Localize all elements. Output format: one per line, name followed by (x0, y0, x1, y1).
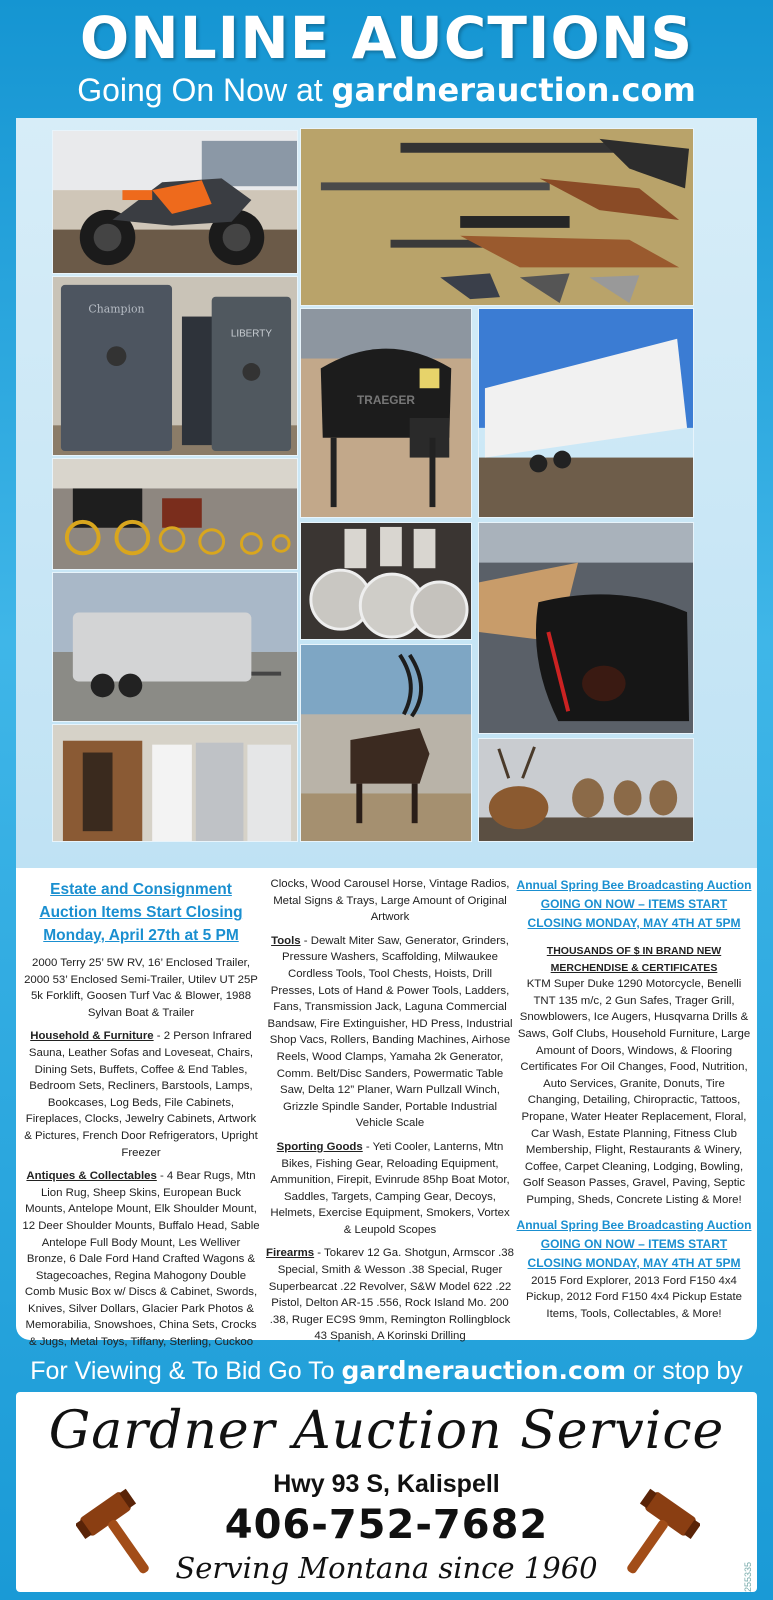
company-address: Hwy 93 S, Kalispell (273, 1470, 500, 1498)
estate-consignment-column (22, 868, 260, 1358)
photo-wagons (52, 458, 298, 570)
page-title: ONLINE AUCTIONS (79, 4, 694, 72)
grill-brand: TRAEGER (357, 393, 415, 408)
listing-panel (16, 868, 757, 1349)
header-subtitle (0, 70, 773, 110)
photo-sable-antelope-mount (300, 644, 472, 842)
company-footer (16, 1392, 757, 1592)
header (0, 0, 773, 118)
antiques-continued: Clocks, Wood Carousel Horse, Vintage Radios, Metal Signs & Trays, Large Amount of Original Artwork (270, 878, 510, 924)
company-tagline: Serving Montana since 1960 (175, 1551, 598, 1585)
safe2-brand: LIBERTY (230, 328, 272, 340)
spring-bee-column (516, 868, 752, 1329)
viewing-site-link[interactable]: gardnerauction.com (341, 1356, 627, 1385)
photo-semi-trailer (478, 308, 694, 518)
firearms-label: Firearms (266, 1247, 315, 1260)
subtitle-prefix: Going On Now at (77, 72, 332, 108)
spring-bee-items-list: KTM Super Duke 1290 Motorcycle, Benelli TNT 135 m/c, 2 Gun Safes, Trager Grill, Snowblowers, Ice Augers, Husqvarna Drills & Saws, Golf Clubs, Household Furniture, Large Amount of Doors, Windows, & Flooring Certificates For Oil Changes, Food, Nutrition, Auto Services, Granite, Donuts, Tire Changing, Detailing, Chiropractic, Tattoos, Propane, Water Heater Replacement, Floral, Car Wash, Estate Planning, Fitness Club Membership, Flight, Restaurants & Winery, Coffee, Carpet Cleaning, Lodging, Bowling, Golf Season Passes, Gravel, Paving, Septic Pumping, Sheds, Concrete Listing & More! (517, 978, 751, 1206)
photo-firearms (300, 128, 694, 306)
vehicles-estate-list: 2015 Ford Explorer, 2013 Ford F150 4x4 Pickup, 2012 Ford F150 4x4 Pickup Estate Items, Tools, Collectables, & More! (526, 1274, 742, 1320)
spring-bee-heading-2[interactable]: Annual Spring Bee Broadcasting Auction GOING ON NOW – ITEMS START CLOSING MONDAY, MAY 4TH AT 5PM (516, 1217, 752, 1270)
photo-sauna-refrigerators (52, 724, 298, 842)
photo-gun-safes (52, 276, 298, 456)
gavel-icon-right (610, 1488, 700, 1584)
tools-text: - Dewalt Miter Saw, Generator, Grinders, Pressure Washers, Scaffolding, Milwaukee Cordless Tools, Tool Chests, Hoists, Drill Presses, Lots of Hand & Power Tools, Ladders, Fans, Transmission Jack, Laguna Commercial Bandsaw, Fire Extinguisher, HD Press, Industrial Shop Vacs, Rollers, Banding Machines, Airhose Reels, Wood Clamps, Yamaha 2k Generator, Comm. Belt/Disc Sanders, Powermatic Table Saw, Delta 12” Planer, Warn Pullzall Winch, Grizzle Spindle Sander, Portable Industrial Vehicle Scale (267, 934, 513, 1130)
viewing-banner (0, 1352, 773, 1390)
photo-silver-dollars (300, 522, 472, 640)
firearms-text: - Tokarev 12 Ga. Shotgun, Armscor .38 Special, Smith & Wesson .38 Special, Ruger Superbearcat .22 Revolver, S&W Model 622 .22 Pistol, Delton AR-15 .556, Rock Island Mo. 200 .38, Ruger EC9S 9mm, Remington Rollingblock 43 Spanish, A Korinski Drilling (268, 1247, 514, 1343)
household-furniture-list (22, 1028, 260, 1161)
subtitle-site-link[interactable]: gardnerauction.com (331, 71, 696, 109)
household-label: Household & Furniture (30, 1030, 154, 1043)
company-phone[interactable]: 406-752-7682 (224, 1502, 549, 1548)
photo-enclosed-trailer (52, 572, 298, 722)
photo-bear-rugs (478, 522, 694, 734)
sporting-goods-list (266, 1139, 514, 1239)
estate-vehicles-list: 2000 Terry 25’ 5W RV, 16’ Enclosed Trailer, 2000 53’ Enclosed Semi-Trailer, Utilev UT 25P 5k Forklift, Goosen Turf Vac & Blower, 1988 Sylvan Boat & Trailer (24, 957, 258, 1019)
viewing-suffix: or stop by (626, 1357, 743, 1385)
safe1-brand: Champion (88, 302, 145, 316)
antiques-collectables-list (22, 1168, 260, 1351)
photo-deer-mounts (478, 738, 694, 842)
gavel-icon-left (76, 1488, 166, 1584)
photo-motorcycle (52, 130, 298, 274)
company-name: Gardner Auction Service (48, 1401, 725, 1461)
antiques-label: Antiques & Collectables (26, 1170, 157, 1183)
ad-number: 255335 (743, 1562, 753, 1593)
photo-collage (16, 118, 757, 868)
merchandise-certificates-label: THOUSANDS OF $ IN BRAND NEW MERCHENDISE & CERTIFICATES (546, 945, 722, 974)
viewing-prefix: For Viewing & To Bid Go To (30, 1357, 342, 1385)
sporting-text: - Yeti Cooler, Lanterns, Mtn Bikes, Fishing Gear, Reloading Equipment, Ammunition, Firepit, Evinrude 85hp Boat Motor, Saddles, Targets, Camping Gear, Decoys, Helmets, Exercise Equipment, Smokers, Vortex & Leupold Scopes (270, 1140, 510, 1236)
spring-bee-heading[interactable]: Annual Spring Bee Broadcasting Auction GOING ON NOW – ITEMS START CLOSING MONDAY, MAY 4TH AT 5PM (516, 878, 752, 930)
tools-sporting-firearms-column (266, 868, 514, 1352)
tools-list (266, 933, 514, 1132)
tools-label: Tools (271, 934, 301, 947)
sporting-label: Sporting Goods (276, 1140, 363, 1153)
household-text: - 2 Person Infrared Sauna, Leather Sofas and Loveseat, Chairs, Dining Sets, Buffets, Coffee & End Tables, Bedroom Sets, Recliners, Barstools, Lamps, Bookcases, Log Beds, File Cabinets, Fireplaces, Clocks, Jewelry Cabinets, Artwork & Pictures, French Door Refrigerators, Upright Freezer (24, 1030, 258, 1159)
firearms-list (266, 1245, 514, 1345)
photo-traeger-grill (300, 308, 472, 518)
estate-auction-heading[interactable]: Estate and Consignment Auction Items Start Closing Monday, April 27th at 5 PM (39, 881, 243, 944)
antiques-text: - 4 Bear Rugs, Mtn Lion Rug, Sheep Skins, European Buck Mounts, Antelope Mount, Elk Shoulder Mount, 12 Deer Shoulder Mounts, Buffalo Head, Sable Antelope Full Body Mount, Les Welliver Bronze, 6 Dale Ford Hand Crafted Wagons & Stagecoaches, Regina Mahogony Double Comb Music Box w/ Discs & Cabinet, Swords, Knives, Silver Dollars, Glacier Park Photos & Memorabilia, Snowshoes, China Sets, Crocks & Jugs, Metal Toys, Tiffany, Sterling, Cuckoo (22, 1170, 260, 1349)
